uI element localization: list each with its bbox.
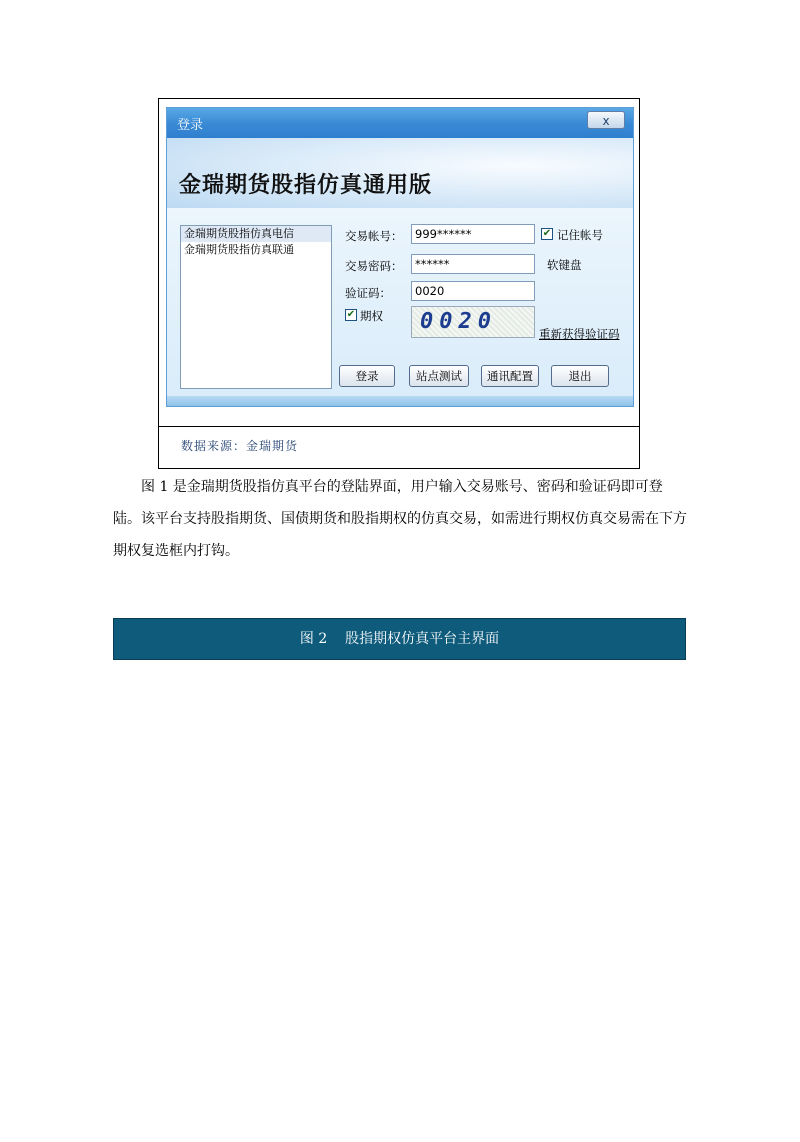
options-checkbox[interactable]: ✔ bbox=[346, 309, 356, 320]
window-title: 登录 bbox=[177, 118, 204, 133]
password-label: 交易密码： bbox=[345, 259, 403, 273]
figure-1-frame bbox=[158, 98, 640, 469]
exit-button[interactable]: 退出 bbox=[551, 365, 609, 387]
remember-checkbox[interactable]: ✔ bbox=[542, 228, 552, 239]
window-titlebar bbox=[167, 108, 633, 138]
figure-2-title-bar: 图 2 股指期权仿真平台主界面 bbox=[113, 618, 686, 660]
site-item-unicom[interactable]: 金瑞期货股指仿真联通 bbox=[184, 243, 294, 256]
remember-label: 记住帐号 bbox=[557, 228, 603, 242]
app-title: 金瑞期货股指仿真通用版 bbox=[179, 172, 433, 198]
captcha-image: 0020 bbox=[411, 306, 535, 338]
login-button[interactable]: 登录 bbox=[339, 365, 395, 387]
captcha-label: 验证码： bbox=[345, 286, 391, 300]
comm-config-button[interactable]: 通讯配置 bbox=[481, 365, 539, 387]
account-label: 交易帐号： bbox=[345, 229, 403, 243]
captcha-input[interactable]: 0020 bbox=[411, 281, 535, 301]
figure-1-caption: 图 1 是金瑞期货股指仿真平台的登陆界面，用户输入交易账号、密码和验证码即可登陆。该平台支持股指期货、国债期货和股指期权的仿真交易，如需进行期权仿真交易需在下方期权复选框内打钩。 bbox=[113, 479, 687, 559]
source-note: 数据来源：金瑞期货 bbox=[181, 439, 299, 453]
site-test-button[interactable]: 站点测试 bbox=[409, 365, 469, 387]
figure-divider bbox=[159, 426, 639, 427]
login-window bbox=[166, 107, 634, 407]
options-label: 期权 bbox=[360, 309, 383, 323]
close-button[interactable]: x bbox=[587, 111, 625, 129]
refresh-captcha-link[interactable]: 重新获得验证码 bbox=[539, 327, 620, 341]
account-input[interactable]: 999****** bbox=[411, 224, 535, 244]
softkey-link[interactable]: 软键盘 bbox=[547, 258, 582, 272]
password-input[interactable]: ****** bbox=[411, 254, 535, 274]
site-list[interactable] bbox=[180, 225, 332, 389]
window-bottom-bar bbox=[167, 396, 633, 406]
site-item-telecom[interactable]: 金瑞期货股指仿真电信 bbox=[181, 226, 331, 242]
